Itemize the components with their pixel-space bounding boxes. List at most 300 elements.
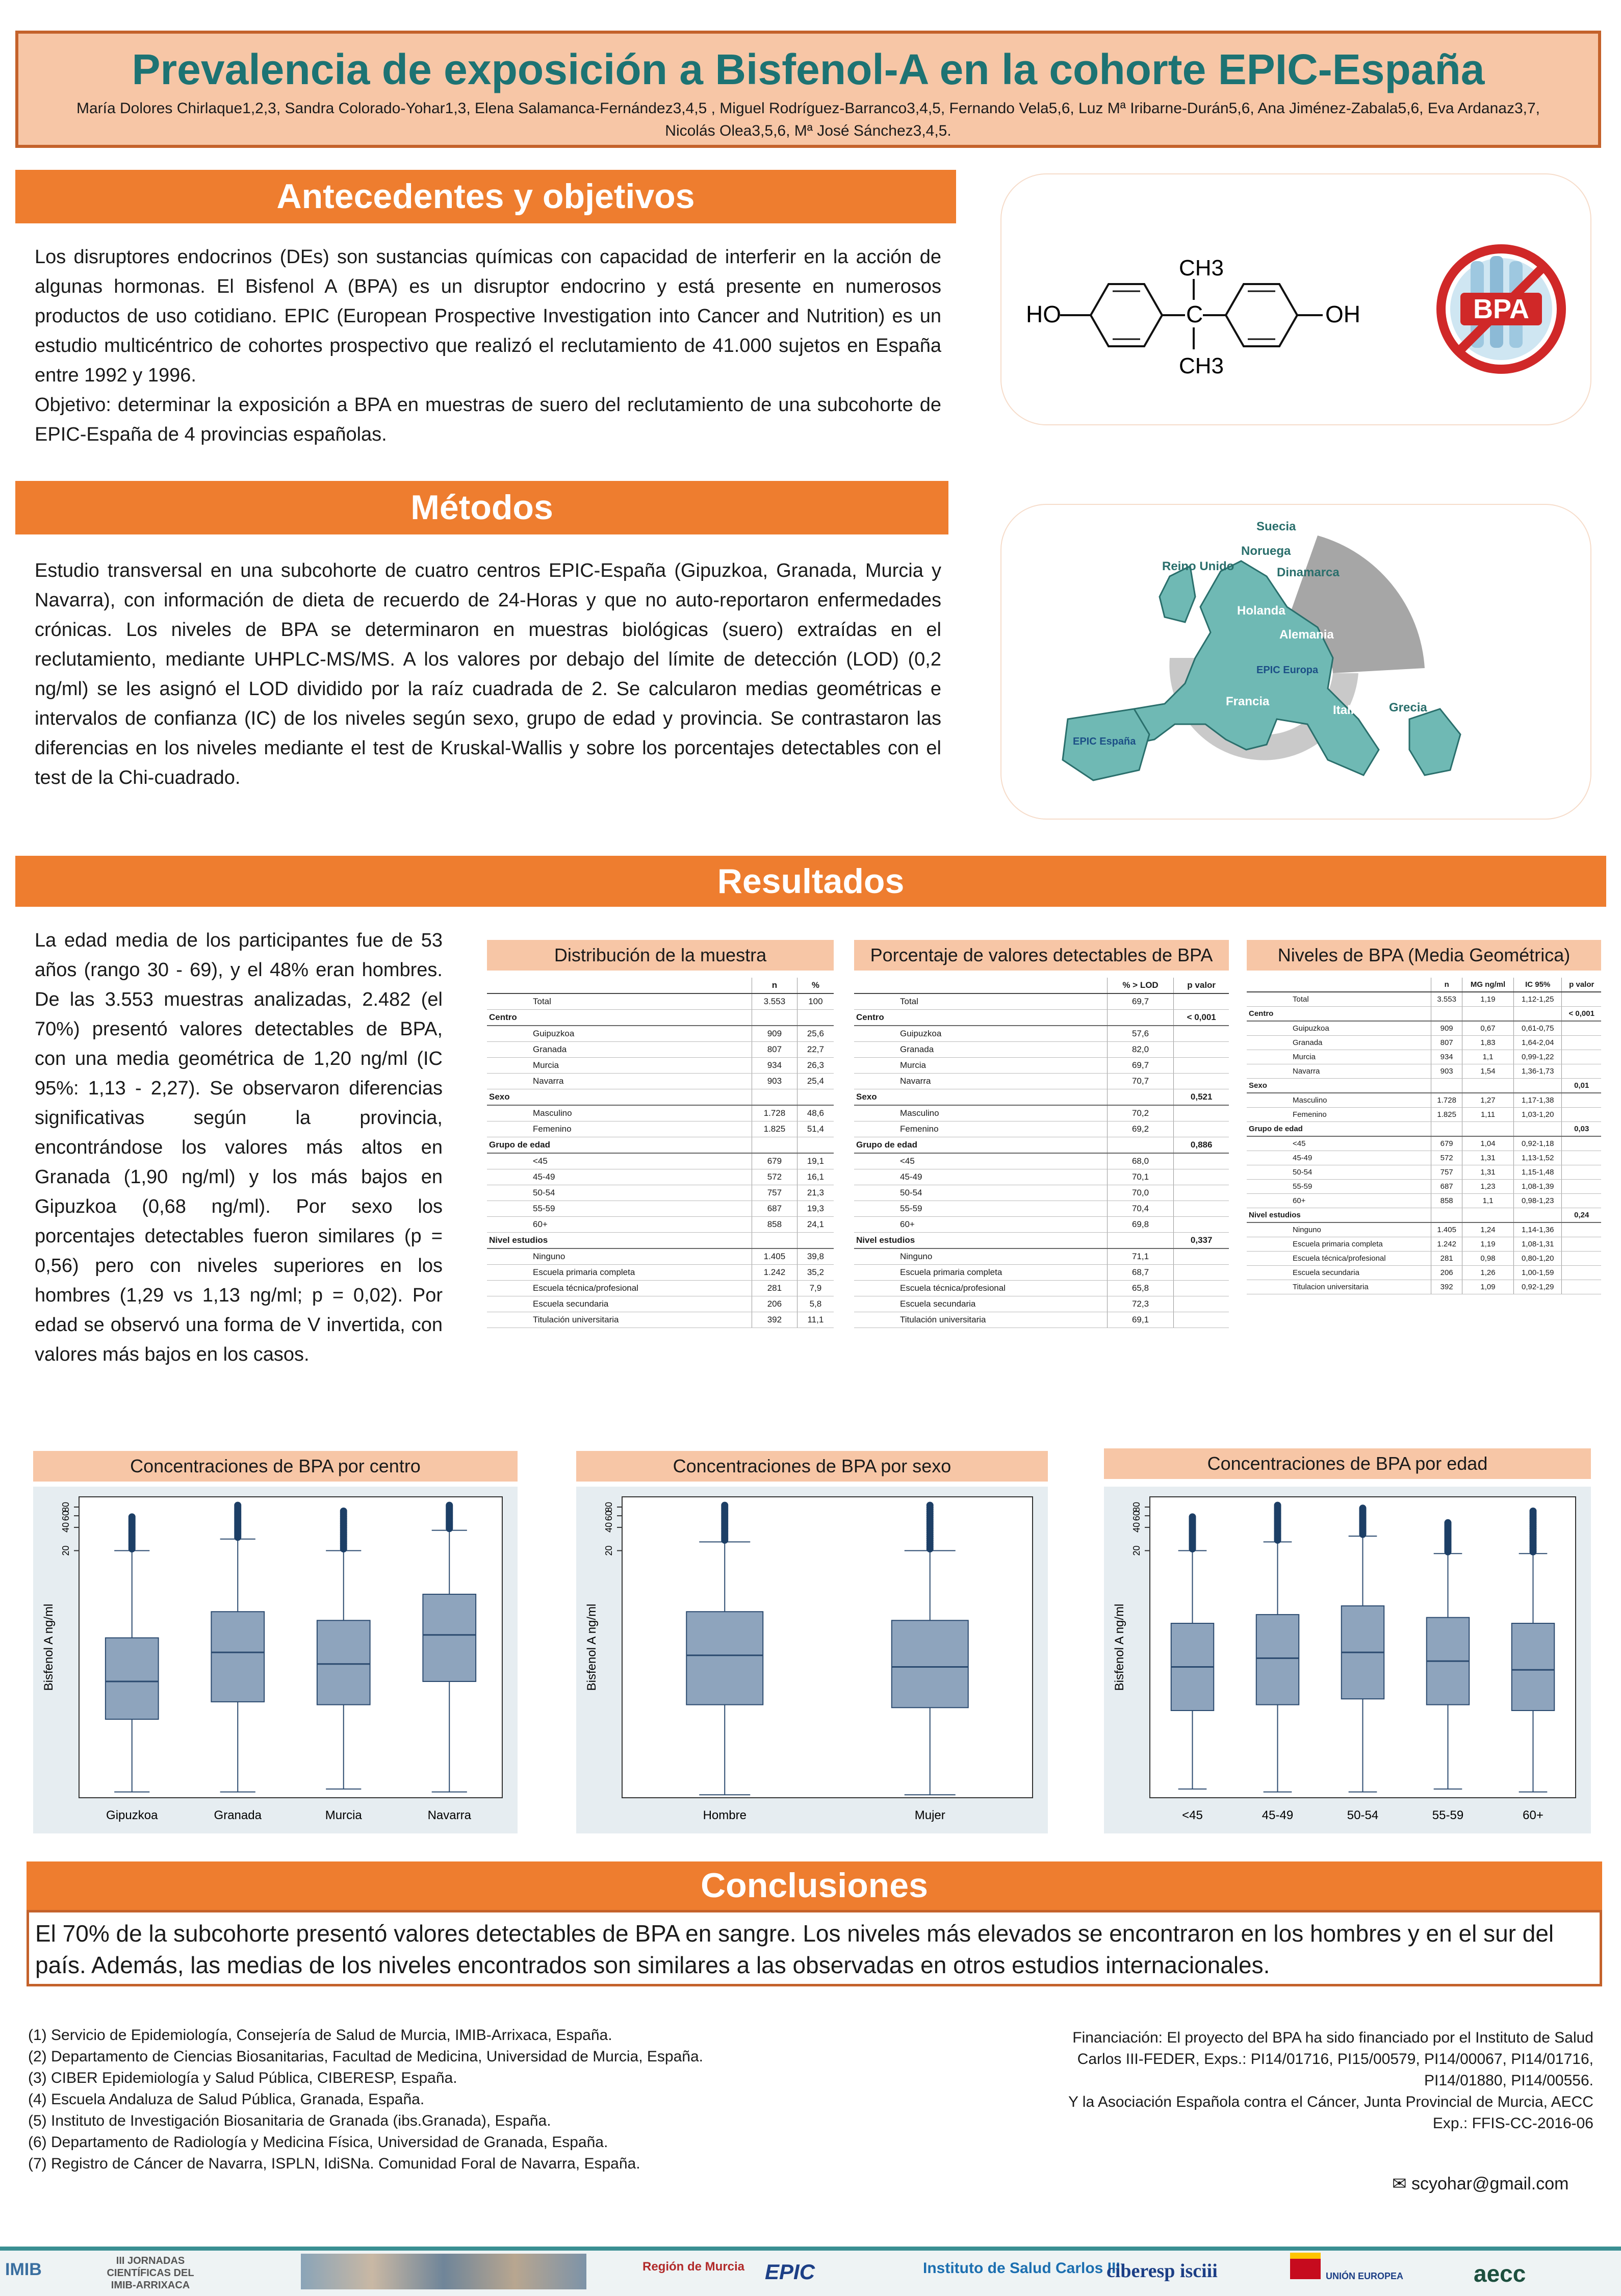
outlier-point	[1530, 1508, 1537, 1515]
table-row	[487, 1058, 834, 1074]
affiliation-6: (6) Departamento de Radiología y Medicina Física, Universidad de Granada, España.	[28, 2134, 608, 2151]
row-label: Granada	[854, 1042, 1107, 1058]
t3-header-n: n	[1431, 978, 1462, 992]
cell-n: 807	[752, 1042, 797, 1058]
row-label: Granada	[487, 1042, 752, 1058]
cell-p: 21,3	[797, 1185, 834, 1201]
cell-b	[1174, 1185, 1229, 1201]
row-label: Femenino	[487, 1121, 752, 1137]
y-tick-label: 60	[61, 1511, 71, 1521]
cell-b	[1174, 1058, 1229, 1074]
cell-a: 65,8	[1107, 1281, 1174, 1296]
table-row	[487, 1233, 834, 1249]
row-label: Nivel estudios	[487, 1233, 752, 1249]
table-row	[854, 1026, 1229, 1042]
row-label: Escuela secundaria	[487, 1296, 752, 1312]
cell-n: 807	[1431, 1036, 1462, 1050]
cell-ic: 1,08-1,39	[1513, 1180, 1562, 1194]
table-row	[1247, 1165, 1601, 1180]
affiliation-2: (2) Departamento de Ciencias Biosanitarias, Facultad de Medicina, Universidad de Murcia, España.	[28, 2048, 703, 2065]
t1-header-pct: %	[797, 978, 834, 993]
cell-p: 51,4	[797, 1121, 834, 1137]
cell-b: 0,521	[1174, 1089, 1229, 1106]
chart-centro-title: Concentraciones de BPA por centro	[33, 1451, 518, 1482]
row-label: Navarra	[487, 1074, 752, 1089]
cell-ic: 1,00-1,59	[1513, 1266, 1562, 1280]
cell-p	[1562, 1093, 1601, 1108]
cell-p: 16,1	[797, 1169, 834, 1185]
row-label: Escuela técnica/profesional	[854, 1281, 1107, 1296]
cell-mg	[1462, 1079, 1514, 1093]
y-tick-label: 80	[604, 1501, 614, 1513]
box-iqr	[211, 1612, 264, 1702]
cell-mg	[1462, 1208, 1514, 1223]
outlier-point	[1189, 1513, 1196, 1520]
box-iqr	[892, 1620, 968, 1707]
row-label: Murcia	[1247, 1050, 1431, 1064]
row-label: 45-49	[854, 1169, 1107, 1185]
conclusiones-text: El 70% de la subcohorte presentó valores detectables de BPA en sangre. Los niveles más elevados se encontraron en los hombres y en el sur del país. Además, las medias de los niveles encontrados son similares a las observadas en otros estudios internacionales.	[35, 1920, 1554, 1978]
row-label: Escuela técnica/profesional	[487, 1281, 752, 1296]
t2-header-label	[854, 978, 1107, 993]
table-row	[854, 1089, 1229, 1106]
row-label: Titulación universitaria	[854, 1312, 1107, 1328]
outlier-point	[128, 1513, 136, 1520]
row-label: 50-54	[1247, 1165, 1431, 1180]
row-label: Masculino	[854, 1105, 1107, 1121]
table-row	[854, 1281, 1229, 1296]
cell-n: 1.825	[752, 1121, 797, 1137]
cell-mg: 1,1	[1462, 1194, 1514, 1208]
cell-p	[1562, 992, 1601, 1007]
row-label: Escuela técnica/profesional	[1247, 1252, 1431, 1266]
cell-a	[1107, 1233, 1174, 1249]
row-label: Guipuzkoa	[1247, 1021, 1431, 1036]
cell-ic: 1,64-2,04	[1513, 1036, 1562, 1050]
spain-flag-icon	[1290, 2253, 1321, 2279]
cell-n: 206	[1431, 1266, 1462, 1280]
x-tick-label: 45-49	[1262, 1808, 1294, 1822]
cell-p: 7,9	[797, 1281, 834, 1296]
table-niveles-grid	[1247, 978, 1601, 1294]
y-tick-label: 80	[1131, 1501, 1142, 1513]
table-row	[1247, 1093, 1601, 1108]
x-tick-label: 60+	[1523, 1808, 1543, 1822]
poster-header	[15, 31, 1601, 148]
table-row	[487, 1169, 834, 1185]
affiliation-3: (3) CIBER Epidemiología y Salud Pública, CIBERESP, España.	[28, 2070, 457, 2086]
cell-ic: 0,92-1,18	[1513, 1136, 1562, 1151]
cell-b	[1174, 1312, 1229, 1328]
cell-ic: 1,36-1,73	[1513, 1064, 1562, 1079]
table-row	[854, 1233, 1229, 1249]
cell-n: 1.728	[1431, 1093, 1462, 1108]
contact-email[interactable]: scyohar@gmail.com	[1411, 2174, 1569, 2193]
table-row	[487, 1105, 834, 1121]
table-distribucion-grid	[487, 978, 834, 1328]
oh-label: OH	[1325, 301, 1360, 327]
t3-header-p: p valor	[1562, 978, 1601, 992]
table-row	[487, 1296, 834, 1312]
row-label: Femenino	[1247, 1108, 1431, 1122]
cell-mg: 1,26	[1462, 1266, 1514, 1280]
table-row	[1247, 1266, 1601, 1280]
cell-p	[797, 1010, 834, 1026]
row-label: Navarra	[1247, 1064, 1431, 1079]
cell-p: 25,4	[797, 1074, 834, 1089]
row-label: 50-54	[854, 1185, 1107, 1201]
affiliations	[28, 2025, 895, 2175]
table-row	[1247, 1122, 1601, 1137]
cell-b	[1174, 1265, 1229, 1281]
cell-n: 757	[752, 1185, 797, 1201]
cell-ic: 0,92-1,29	[1513, 1280, 1562, 1294]
table-row	[487, 1074, 834, 1089]
y-axis-label: Bisfenol A ng/ml	[1113, 1603, 1126, 1691]
cell-b	[1174, 1105, 1229, 1121]
table-detectables-grid	[854, 978, 1229, 1328]
cell-a: 57,6	[1107, 1026, 1174, 1042]
cell-n: 572	[1431, 1151, 1462, 1165]
row-label: Femenino	[854, 1121, 1107, 1137]
outlier-point	[234, 1502, 241, 1509]
chart-centro-svg	[33, 1487, 518, 1833]
cell-ic	[1513, 1079, 1562, 1093]
outlier-point	[927, 1502, 934, 1509]
table-row	[487, 1137, 834, 1154]
bpa-free-badge-icon	[1441, 249, 1561, 369]
cell-p: 26,3	[797, 1058, 834, 1074]
row-label: 60+	[1247, 1194, 1431, 1208]
cell-b: 0,337	[1174, 1233, 1229, 1249]
cell-p: 0,03	[1562, 1122, 1601, 1137]
cell-b	[1174, 1074, 1229, 1089]
affiliation-4: (4) Escuela Andaluza de Salud Pública, Granada, España.	[28, 2091, 425, 2108]
row-label: Grupo de edad	[854, 1137, 1107, 1154]
table-row	[854, 1265, 1229, 1281]
map-label-grecia: Grecia	[1389, 701, 1427, 715]
cell-mg	[1462, 1122, 1514, 1137]
cell-n	[752, 1089, 797, 1106]
cell-n: 687	[752, 1201, 797, 1217]
map-label-epic-europa: EPIC Europa	[1256, 665, 1319, 676]
ue-logo: UNIÓN EUROPEA	[1326, 2271, 1404, 2281]
resultados-text: La edad media de los participantes fue de 53 años (rango 30 - 69), y el 48% eran hombres. De las 3.553 muestras analizadas, 2.482 (el 70%) presentó valores detectables de BPA, con una media geométrica de 1,20 ng/ml (IC 95%: 1,13 - 2,27). Se observaron diferencias significativas según la provincia, encontrándose los valores más altos en Granada (1,90 ng/ml) y los más bajos en Gipuzkoa (0,68 ng/ml). Por sexo los porcentajes detectables fueron similares (p = 0,56) pero con niveles superiores en los hombres (1,29 vs 1,13 ng/ml; p = 0,02). Por edad se observó una forma de V invertida, con valores más bajos en los casos.	[35, 930, 443, 1365]
lab-photos-strip	[301, 2254, 586, 2289]
table-row	[854, 1121, 1229, 1137]
cell-mg: 1,31	[1462, 1165, 1514, 1180]
cell-mg: 1,19	[1462, 992, 1514, 1007]
cell-p: 11,1	[797, 1312, 834, 1328]
cell-n: 679	[1431, 1136, 1462, 1151]
authors	[18, 97, 1598, 142]
y-tick-label: 40	[61, 1522, 71, 1533]
cell-n: 1.825	[1431, 1108, 1462, 1122]
cell-n	[1431, 1208, 1462, 1223]
funding	[954, 2027, 1593, 2134]
row-label: Total	[854, 993, 1107, 1010]
row-label: Navarra	[854, 1074, 1107, 1089]
objetivo-paragraph: Objetivo: determinar la exposición a BPA en muestras de suero del reclutamiento de una subcohorte de EPIC-España de 4 provincias españolas.	[35, 394, 941, 445]
table-row	[854, 1217, 1229, 1233]
cell-p	[797, 1089, 834, 1106]
row-label: Grupo de edad	[487, 1137, 752, 1154]
table-row	[1247, 1050, 1601, 1064]
table-row	[1247, 1064, 1601, 1079]
table-row	[487, 993, 834, 1010]
cell-ic: 0,61-0,75	[1513, 1021, 1562, 1036]
cell-b	[1174, 1042, 1229, 1058]
cell-a: 70,2	[1107, 1105, 1174, 1121]
cell-b	[1174, 993, 1229, 1010]
cell-a: 70,1	[1107, 1169, 1174, 1185]
cell-a: 69,7	[1107, 993, 1174, 1010]
row-label: Escuela primaria completa	[1247, 1237, 1431, 1252]
row-label: Escuela primaria completa	[487, 1265, 752, 1281]
funding-line-5: Exp.: FFIS-CC-2016-06	[1432, 2115, 1593, 2132]
cell-b	[1174, 1121, 1229, 1137]
row-label: Guipuzkoa	[854, 1026, 1107, 1042]
cell-n: 687	[1431, 1180, 1462, 1194]
chart-edad-svg	[1104, 1487, 1591, 1833]
y-axis-label: Bisfenol A ng/ml	[585, 1603, 599, 1691]
cell-ic: 0,99-1,22	[1513, 1050, 1562, 1064]
table-row	[1247, 1108, 1601, 1122]
row-label: 60+	[487, 1217, 752, 1233]
table-distribucion-title: Distribución de la muestra	[487, 940, 834, 971]
bpa-badge-text: BPA	[1473, 294, 1530, 324]
cell-p	[1562, 1222, 1601, 1237]
metodos-heading: Métodos	[15, 481, 948, 534]
box-iqr	[686, 1612, 763, 1704]
table-row	[487, 1281, 834, 1296]
row-label: Ninguno	[487, 1248, 752, 1265]
cell-a: 72,3	[1107, 1296, 1174, 1312]
x-tick-label: 50-54	[1347, 1808, 1379, 1822]
cell-a: 82,0	[1107, 1042, 1174, 1058]
funding-line-1: Financiación: El proyecto del BPA ha sido financiado por el Instituto de Salud	[1072, 2029, 1593, 2046]
table-row	[487, 1248, 834, 1265]
table-row	[487, 1217, 834, 1233]
row-label: Murcia	[854, 1058, 1107, 1074]
antecedentes-paragraph: Los disruptores endocrinos (DEs) son sustancias químicas con capacidad de interferir en la acción de algunas hormonas. El Bisfenol A (BPA) es un disruptor endocrino y está presente en numerosos productos de uso cotidiano. EPIC (European Prospective Investigation into Cancer and Nutrition) es un estudio multicéntrico de cohortes prospectivo que realizó el reclutamiento de 41.000 sujetos en España entre 1992 y 1996.	[35, 246, 941, 386]
table-row	[854, 993, 1229, 1010]
map-label-alemania: Alemania	[1279, 628, 1334, 642]
row-label: 55-59	[1247, 1180, 1431, 1194]
row-label: Centro	[1247, 1007, 1431, 1022]
funding-line-2: Carlos III-FEDER, Exps.: PI14/01716, PI15/00579, PI14/00067, PI14/01716,	[1077, 2051, 1593, 2068]
affiliation-7: (7) Registro de Cáncer de Navarra, ISPLN, IdiSNa. Comunidad Foral de Navarra, España.	[28, 2155, 640, 2172]
chart-sexo	[576, 1451, 1048, 1833]
metodos-text: Estudio transversal en una subcohorte de cuatro centros EPIC-España (Gipuzkoa, Granada, Murcia y Navarra), con información de dieta de recuerdo de 24-Horas y que no auto-reportaron enfermedades crónicas. Los niveles de BPA se determinaron en muestras biológicas (suero) extraídas en el reclutamiento, mediante UHPLC-MS/MS. A los valores por debajo del límite de detección (LOD) (0,2 ng/ml) se les asignó el LOD dividido por la raíz cuadrada de 2. Se calcularon medias geométricas e intervalos de confianza (IC) de los niveles según sexo, grupo de edad y provincia. Se contrastaron las diferencias en los niveles mediante el test de Kruskal-Wallis y sobre los porcentajes detectables con el test de la Chi-cuadrado.	[35, 560, 941, 788]
row-label: Murcia	[487, 1058, 752, 1074]
table-row	[854, 1312, 1229, 1328]
table-row	[854, 1137, 1229, 1154]
antecedentes-text	[35, 242, 941, 449]
epic-europe-map-panel	[1000, 504, 1591, 820]
table-row	[487, 1010, 834, 1026]
table-row	[854, 1105, 1229, 1121]
ho-label: HO	[1026, 301, 1061, 327]
poster-title: Prevalencia de exposición a Bisfenol-A en la cohorte EPIC-España	[132, 45, 1485, 93]
cell-n: 392	[1431, 1280, 1462, 1294]
row-label: 55-59	[487, 1201, 752, 1217]
cell-p	[1562, 1108, 1601, 1122]
cell-p: 24,1	[797, 1217, 834, 1233]
row-label: Centro	[854, 1010, 1107, 1026]
cell-p: 100	[797, 993, 834, 1010]
cell-n	[752, 1137, 797, 1154]
outlier-point	[1274, 1502, 1281, 1509]
cell-a	[1107, 1137, 1174, 1154]
t1-header-n: n	[752, 978, 797, 993]
table-row	[1247, 992, 1601, 1007]
outlier-point	[721, 1502, 728, 1509]
cell-p	[797, 1233, 834, 1249]
table-row	[854, 1074, 1229, 1089]
y-tick-label: 60	[604, 1511, 614, 1521]
cell-mg: 1,1	[1462, 1050, 1514, 1064]
table-row	[1247, 1036, 1601, 1050]
cell-mg: 1,23	[1462, 1180, 1514, 1194]
cell-b: 0,886	[1174, 1137, 1229, 1154]
box-iqr	[1512, 1623, 1555, 1711]
cell-n	[1431, 1079, 1462, 1093]
funding-line-3: PI14/01880, PI14/00556.	[1424, 2072, 1593, 2089]
cell-n: 281	[752, 1281, 797, 1296]
cell-b	[1174, 1169, 1229, 1185]
table-row	[487, 1201, 834, 1217]
cell-n	[752, 1233, 797, 1249]
row-label: 55-59	[854, 1201, 1107, 1217]
plot-area	[622, 1497, 1033, 1798]
chart-sexo-title: Concentraciones de BPA por sexo	[576, 1451, 1048, 1482]
y-axis-label: Bisfenol A ng/ml	[42, 1603, 56, 1691]
table-row	[487, 1153, 834, 1169]
row-label: Masculino	[1247, 1093, 1431, 1108]
table-row	[1247, 1021, 1601, 1036]
table-detectables-title: Porcentaje de valores detectables de BPA	[854, 940, 1229, 971]
row-label: 50-54	[487, 1185, 752, 1201]
row-label: Nivel estudios	[1247, 1208, 1431, 1223]
isciii-logo: Instituto de Salud Carlos III	[923, 2260, 1120, 2277]
cell-mg: 1,83	[1462, 1036, 1514, 1050]
cell-mg: 1,09	[1462, 1280, 1514, 1294]
table-row	[854, 1058, 1229, 1074]
cell-mg: 1,27	[1462, 1093, 1514, 1108]
contact	[1392, 2174, 1568, 2194]
map-label-francia: Francia	[1226, 695, 1270, 708]
x-tick-label: Navarra	[427, 1808, 471, 1822]
cell-mg: 1,54	[1462, 1064, 1514, 1079]
imib-logo: IMIB	[5, 2260, 42, 2279]
row-label: Sexo	[854, 1089, 1107, 1106]
region-murcia-logo: Región de Murcia	[642, 2260, 745, 2274]
cell-ic: 1,13-1,52	[1513, 1151, 1562, 1165]
table-row	[854, 1185, 1229, 1201]
table-row	[1247, 1079, 1601, 1093]
row-label: Ninguno	[1247, 1222, 1431, 1237]
y-tick-label: 60	[1131, 1511, 1142, 1521]
cell-n: 934	[1431, 1050, 1462, 1064]
table-row	[1247, 1007, 1601, 1022]
cell-a: 68,0	[1107, 1153, 1174, 1169]
authors-line-2: Nicolás Olea3,5,6, Mª José Sánchez3,4,5.	[665, 122, 951, 139]
table-row	[487, 1121, 834, 1137]
t1-header-label	[487, 978, 752, 993]
x-tick-label: Mujer	[914, 1808, 945, 1822]
box-iqr	[106, 1638, 159, 1720]
authors-line-1: María Dolores Chirlaque1,2,3, Sandra Colorado-Yohar1,3, Elena Salamanca-Fernández3,4,5 , Miguel Rodríguez-Barranco3,4,5, Fernando Vela5,6, Luz Mª Iribarne-Durán5,6, Ana Jiménez-Zabala5,6, Eva Ardanaz3,7,	[76, 100, 1540, 117]
cell-p	[1562, 1036, 1601, 1050]
cell-p	[1562, 1050, 1601, 1064]
map-label-italia: Italia	[1333, 703, 1361, 717]
table-row	[854, 1153, 1229, 1169]
x-tick-label: 55-59	[1432, 1808, 1464, 1822]
cell-a: 68,7	[1107, 1265, 1174, 1281]
bpa-structure-diagram	[1001, 174, 1590, 424]
table-row	[1247, 1151, 1601, 1165]
ch3-top-label: CH3	[1179, 256, 1224, 280]
table-niveles-title: Niveles de BPA (Media Geométrica)	[1247, 940, 1601, 971]
cell-p	[1562, 1280, 1601, 1294]
cell-mg: 1,19	[1462, 1237, 1514, 1252]
row-label: Centro	[487, 1010, 752, 1026]
row-label: Escuela secundaria	[1247, 1266, 1431, 1280]
cell-p: 5,8	[797, 1296, 834, 1312]
row-label: Guipuzkoa	[487, 1026, 752, 1042]
cell-p	[1562, 1136, 1601, 1151]
t3-header-mg: MG ng/ml	[1462, 978, 1514, 992]
cell-n: 1.242	[752, 1265, 797, 1281]
cell-b: < 0,001	[1174, 1010, 1229, 1026]
table-row	[854, 1201, 1229, 1217]
x-tick-label: Murcia	[325, 1808, 362, 1822]
cell-p: 25,6	[797, 1026, 834, 1042]
map-label-epic-espana: EPIC España	[1073, 736, 1136, 747]
cell-p	[1562, 1165, 1601, 1180]
cell-p	[1562, 1180, 1601, 1194]
cell-n: 1.405	[752, 1248, 797, 1265]
x-tick-label: <45	[1182, 1808, 1203, 1822]
table-row	[854, 1042, 1229, 1058]
sponsor-logos-band	[0, 2247, 1621, 2296]
cell-n: 909	[1431, 1021, 1462, 1036]
cell-n: 858	[1431, 1194, 1462, 1208]
x-tick-label: Granada	[214, 1808, 262, 1822]
chart-edad-title: Concentraciones de BPA por edad	[1104, 1448, 1591, 1479]
cell-p	[1562, 1194, 1601, 1208]
outlier-point	[446, 1502, 453, 1509]
table-row	[487, 1026, 834, 1042]
cell-n: 679	[752, 1153, 797, 1169]
cell-a: 69,7	[1107, 1058, 1174, 1074]
epic-europe-map	[1001, 505, 1590, 819]
cell-p	[1562, 1021, 1601, 1036]
map-label-suecia: Suecia	[1256, 520, 1296, 533]
x-tick-label: Hombre	[703, 1808, 747, 1822]
table-detectables	[854, 940, 1229, 1328]
cell-n: 1.242	[1431, 1237, 1462, 1252]
cell-p	[797, 1137, 834, 1154]
y-tick-label: 40	[1131, 1522, 1142, 1533]
y-tick-label: 80	[61, 1501, 71, 1513]
table-row	[854, 1010, 1229, 1026]
cell-n: 909	[752, 1026, 797, 1042]
cell-p: 22,7	[797, 1042, 834, 1058]
cell-n	[1431, 1122, 1462, 1137]
jornadas-logo: III JORNADAS CIENTÍFICAS DEL IMIB-ARRIXACA	[107, 2255, 194, 2291]
